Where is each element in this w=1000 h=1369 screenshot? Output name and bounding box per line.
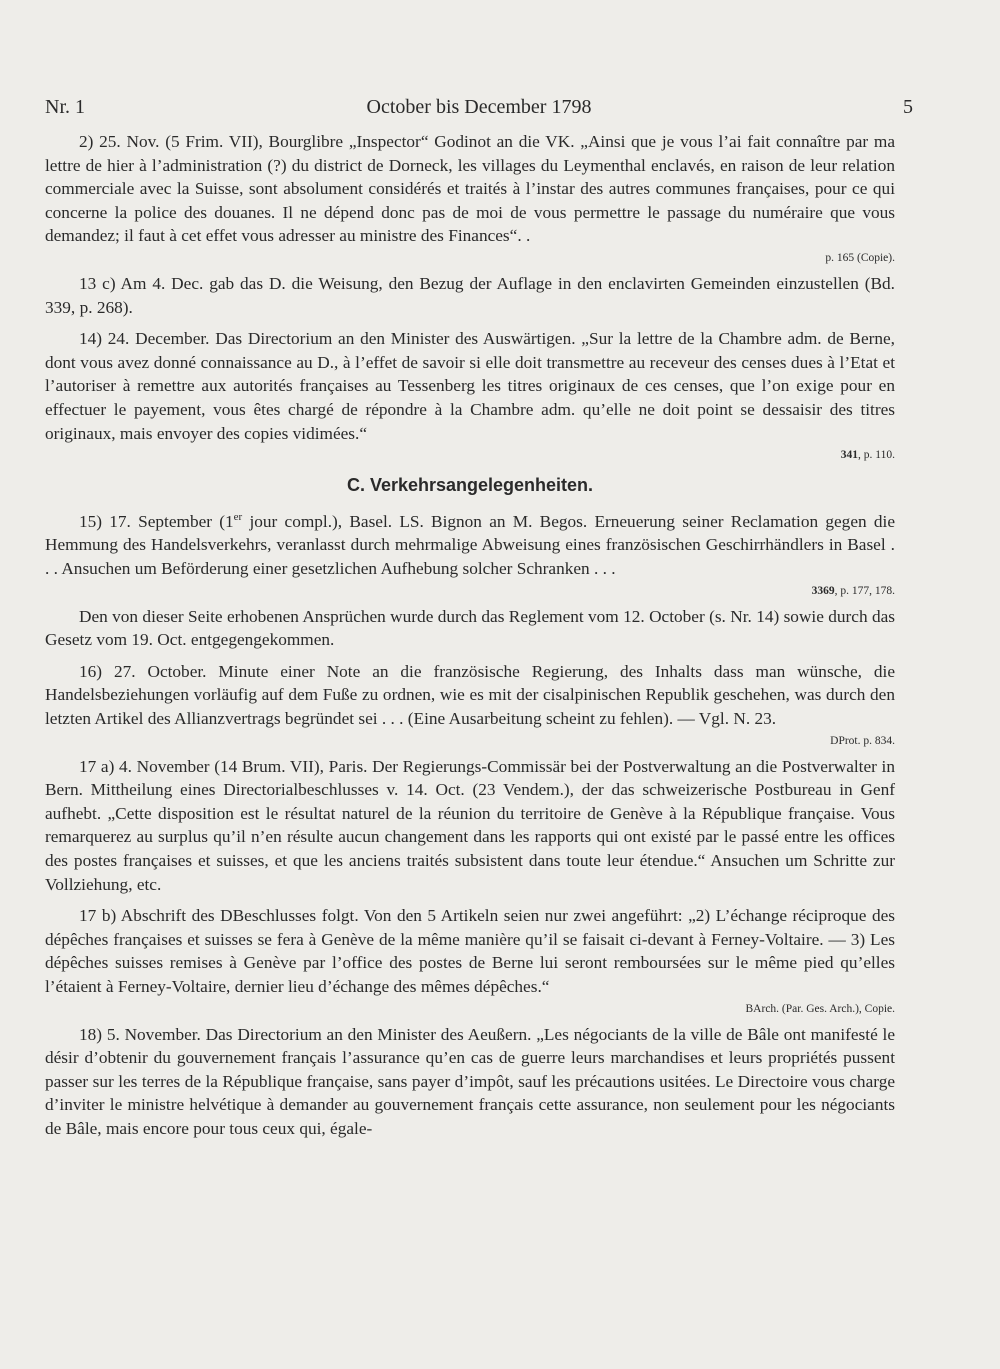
volume-number: Nr. 1 [45,96,85,118]
entry-18: 18) 5. November. Das Directorium an den Minister des Aeußern. „Les négociants de la ville de Bâle ont manifesté le désir d’obtenir du gouvernement français l’assurance qu’en cas de guerre leurs marchandises et leurs propriétés pussent passer sur les terres de la République française, sans payer d’impôt, sauf les précautions usitées. Le Directoire vous charge d’inviter le ministre helvétique à demander au gouvernement français cette assurance, non seulement pour les négociants de Bâle, mais encore pour tous ceux qui, égale- [45,1024,895,1138]
source-ref: p. 165 (Copie). [825,251,895,264]
ref-pages: , p. 177, 178. [834,584,895,597]
entry-15-rest: jour compl.), Basel. LS. Bignon an M. Begos. Erneuerung seiner Reclamation gegen die Hemmung des Handelsverkehrs, veranlasst durch mehrmalige Abweisung eines französischen Geschirrhändlers in Basel . . . Ansuchen um Beförderung einer gesetzlichen Aufhebung solcher Schranken . . . [45,511,895,579]
entry-16: 16) 27. October. Minute einer Note an die französische Regierung, des Inhalts dass man wünsche, die Handelsbeziehungen vorläufig auf dem Fuße zu ordnen, wie es mit der cisalpinischen Republik geschehen, was durch den letzten Artikel des Allianzvertrags begründet sei . . . (Eine Ausarbeitung scheint zu fehlen). — Vgl. N. 23. [45,661,895,729]
header-title: October bis December 1798 [366,96,592,118]
superscript: er [233,511,243,524]
source-ref: DProt. p. 834. [830,734,895,747]
running-header [45,96,913,124]
source-ref: BArch. (Par. Ges. Arch.), Copie. [745,1002,895,1015]
entry-17b: 17 b) Abschrift des DBeschlusses folgt. Von den 5 Artikeln seien nur zwei angeführt: „2) L’échange réciproque des dépêches françaises et suisses se fera à Genève de la même manière qu’il se faisait ci-devant à Ferney-Voltaire. — 3) Les dépêches suisses remises à Genève par l’office des postes de Berne lui seront remboursées sur le même pied qu’elles l’étaient à Ferney-Voltaire, dernier lieu d’échange des mêmes dépêches.“ [45,906,895,996]
entry-2: 2) 25. Nov. (5 Frim. VII), Bourglibre „Inspector“ Godinot an die VK. „Ainsi que je vous l’ai fait connaître par ma lettre de hier à l’administration (?) du district de Dorneck, les villages du Leymenthal enclavés, en raison de leur relation commerciale avec la Suisse, sont absolument considérés et traités à l’instar des autres communes françaises, pour ce qui concerne la police des douanes. Il ne dépend donc pas de moi de vous permettre le passage du numéraire que vous demandez; il faut à cet effet vous adresser au ministre des Finances“. . [45,132,895,246]
ref-number: 341 [840,449,859,462]
page-number: 5 [903,96,913,118]
entry-14: 14) 24. December. Das Directorium an den Minister des Auswärtigen. „Sur la lettre de la Chambre adm. de Berne, dont vous avez donné connaissance au D., à l’effet de savoir si elle doit transmettre au receveur des censes dues à l’Etat et l’autoriser à remettre aux autorités françaises au Tessenberg les titres originaux de ces censes, que l’on exige pour en effectuer le payement, vous êtes chargé de répondre à la Chambre adm. qu’elle ne doit point se dessaisir des titres originaux, mais envoyer des copies vidimées.“ [45,329,895,443]
source-ref [45,583,895,599]
entry-15-note: Den von dieser Seite erhobenen Ansprüchen wurde durch das Reglement vom 12. October (s. Nr. 14) sowie durch das Gesetz vom 19. Oct. entgegengekommen. [45,606,895,650]
ref-pages: , p. 110. [858,449,895,462]
entry-15 [45,506,895,581]
entry-13c: 13 c) Am 4. Dec. gab das D. die Weisung, den Bezug der Auflage in den enclavirten Gemeinden einzustellen (Bd. 339, p. 268). [45,273,895,317]
section-heading: C. Verkehrsangelegenheiten. [346,475,594,496]
document-body [45,130,895,1141]
ref-number: 3369 [811,584,835,597]
source-ref [45,447,895,463]
entry-15-start: 15) 17. September (1 [79,511,234,531]
entry-17a: 17 a) 4. November (14 Brum. VII), Paris. Der Regierungs-Commissär bei der Postverwaltung an die Postverwalter in Bern. Mittheilung eines Directorialbeschlusses v. 14. Oct. (23 Vendem.), der das schweizerische Postbureau in Genf aufhebt. „Cette disposition est le résultat naturel de la réunion du territoire de Genève à la République française. Vous remarquerez au surplus qu’il n’en résulte aucun changement dans les rapports qui ont existé par le passé entre les offices des postes françaises et suisses, et que les anciens traités subsistent dans toute leur étendue.“ Ansuchen um Schritte zur Vollziehung, etc. [45,756,895,894]
